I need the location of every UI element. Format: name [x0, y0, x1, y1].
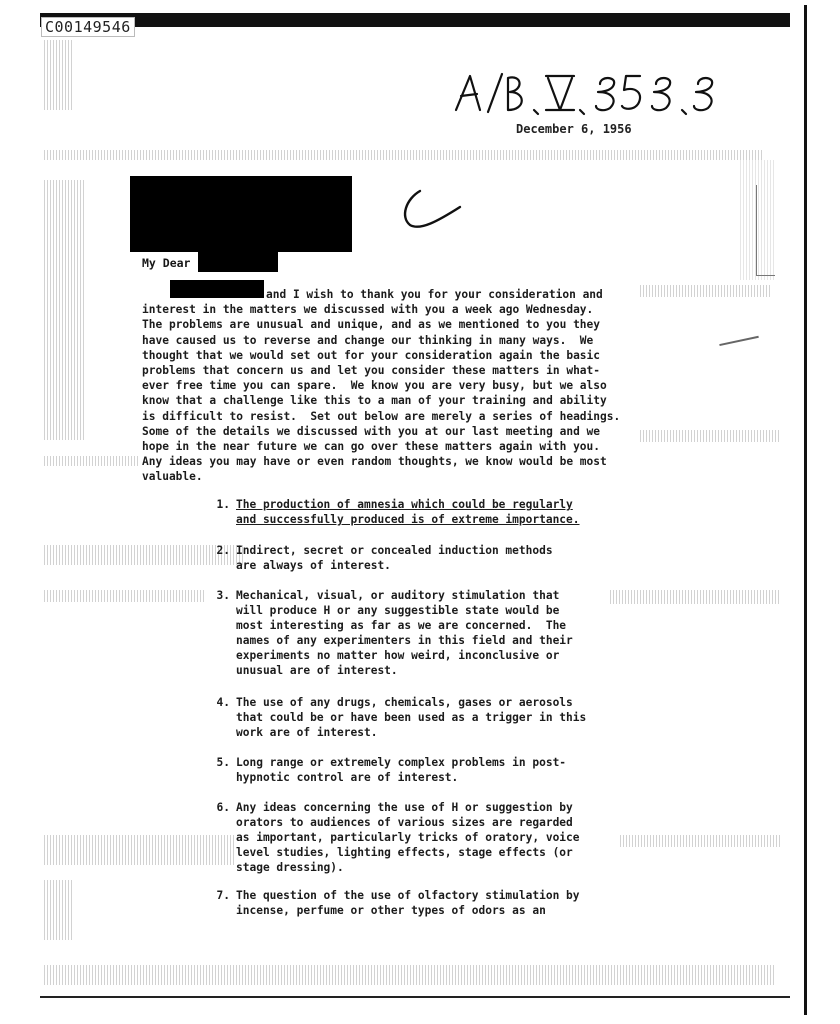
item-line: Indirect, secret or concealed induction methods [236, 544, 553, 557]
scan-noise [44, 590, 204, 602]
item-line: most interesting as far as we are concerned. The [236, 619, 567, 632]
item-line: stage dressing). [236, 861, 344, 874]
body-line: thought that we would set out for your consideration again the basic [142, 348, 601, 362]
item-line: The question of the use of olfactory stimulation by [236, 889, 580, 902]
scan-noise [44, 150, 764, 160]
item-line: and successfully produced is of extreme importance. [236, 513, 580, 526]
item-number: 1. [216, 498, 230, 511]
scan-noise [44, 180, 84, 440]
handwritten-reference-glyphs [450, 70, 730, 120]
body-line: is difficult to resist. Set out below are merely a series of headings. [142, 409, 621, 423]
item-number: 5. [216, 756, 230, 769]
item-line: Any ideas concerning the use of H or suggestion by [236, 801, 573, 814]
body-line: valuable. [142, 470, 203, 484]
item-line: Mechanical, visual, or auditory stimulation that [236, 589, 560, 602]
handwritten-c-mark [398, 185, 468, 235]
scan-noise [44, 456, 139, 466]
item-number: 4. [216, 696, 230, 709]
item-number: 6. [216, 801, 230, 814]
body-line: hope in the near future we can go over these matters again with you. [142, 440, 601, 454]
item-number: 3. [216, 589, 230, 602]
item-line: experiments no matter how weird, inconclusive or [236, 649, 560, 662]
body-line: have caused us to reverse and change our thinking in many ways. We [142, 333, 594, 347]
scan-bottom-border [40, 996, 790, 998]
body-line: ever free time you can spare. We know you are very busy, but we also [142, 379, 607, 393]
item-line: level studies, lighting effects, stage effects (or [236, 846, 573, 859]
scan-noise [44, 965, 774, 985]
item-line: unusual are of interest. [236, 664, 398, 677]
margin-scribble [717, 326, 759, 346]
item-line: as important, particularly tricks of oratory, voice [236, 831, 580, 844]
item-line: orators to audiences of various sizes are regarded [236, 816, 573, 829]
item-line: work are of interest. [236, 726, 378, 739]
item-line: names of any experimenters in this field and their [236, 634, 573, 647]
redaction-block [130, 176, 352, 252]
margin-bracket [756, 185, 775, 276]
scan-top-border [40, 13, 790, 27]
item-line: hypnotic control are of interest. [236, 771, 459, 784]
letter-date: December 6, 1956 [516, 122, 632, 136]
item-line: The production of amnesia which could be regularly [236, 498, 573, 511]
item-number: 7. [216, 889, 230, 902]
item-number: 2. [216, 544, 230, 557]
scan-right-border [804, 5, 807, 1015]
item-line: are always of interest. [236, 559, 391, 572]
item-line: The use of any drugs, chemicals, gases or aerosols [236, 696, 573, 709]
item-line: Long range or extremely complex problems in post- [236, 756, 567, 769]
handwritten-reference [450, 70, 730, 128]
body-line: know that a challenge like this to a man of your training and ability [142, 394, 607, 408]
scan-noise [44, 835, 234, 865]
item-line: will produce H or any suggestible state would be [236, 604, 560, 617]
scan-noise [44, 880, 74, 940]
body-line: The problems are unusual and unique, and as we mentioned to you they [142, 318, 601, 332]
salutation: My Dear [142, 256, 191, 270]
redaction-block [198, 248, 278, 272]
body-line: Any ideas you may have or even random thoughts, we know would be most [142, 455, 607, 469]
body-line: Some of the details we discussed with you at our last meeting and we [142, 424, 601, 438]
document-id-stamp: C00149546 [41, 17, 135, 37]
item-line: that could be or have been used as a trigger in this [236, 711, 587, 724]
body-line: and I wish to thank you for your consideration and [266, 288, 603, 301]
scan-noise [44, 40, 72, 110]
letter-body [142, 287, 682, 485]
item-line: incense, perfume or other types of odors as an [236, 904, 546, 917]
body-line: interest in the matters we discussed with you a week ago Wednesday. [142, 303, 594, 317]
body-line: problems that concern us and let you consider these matters in what- [142, 364, 601, 378]
